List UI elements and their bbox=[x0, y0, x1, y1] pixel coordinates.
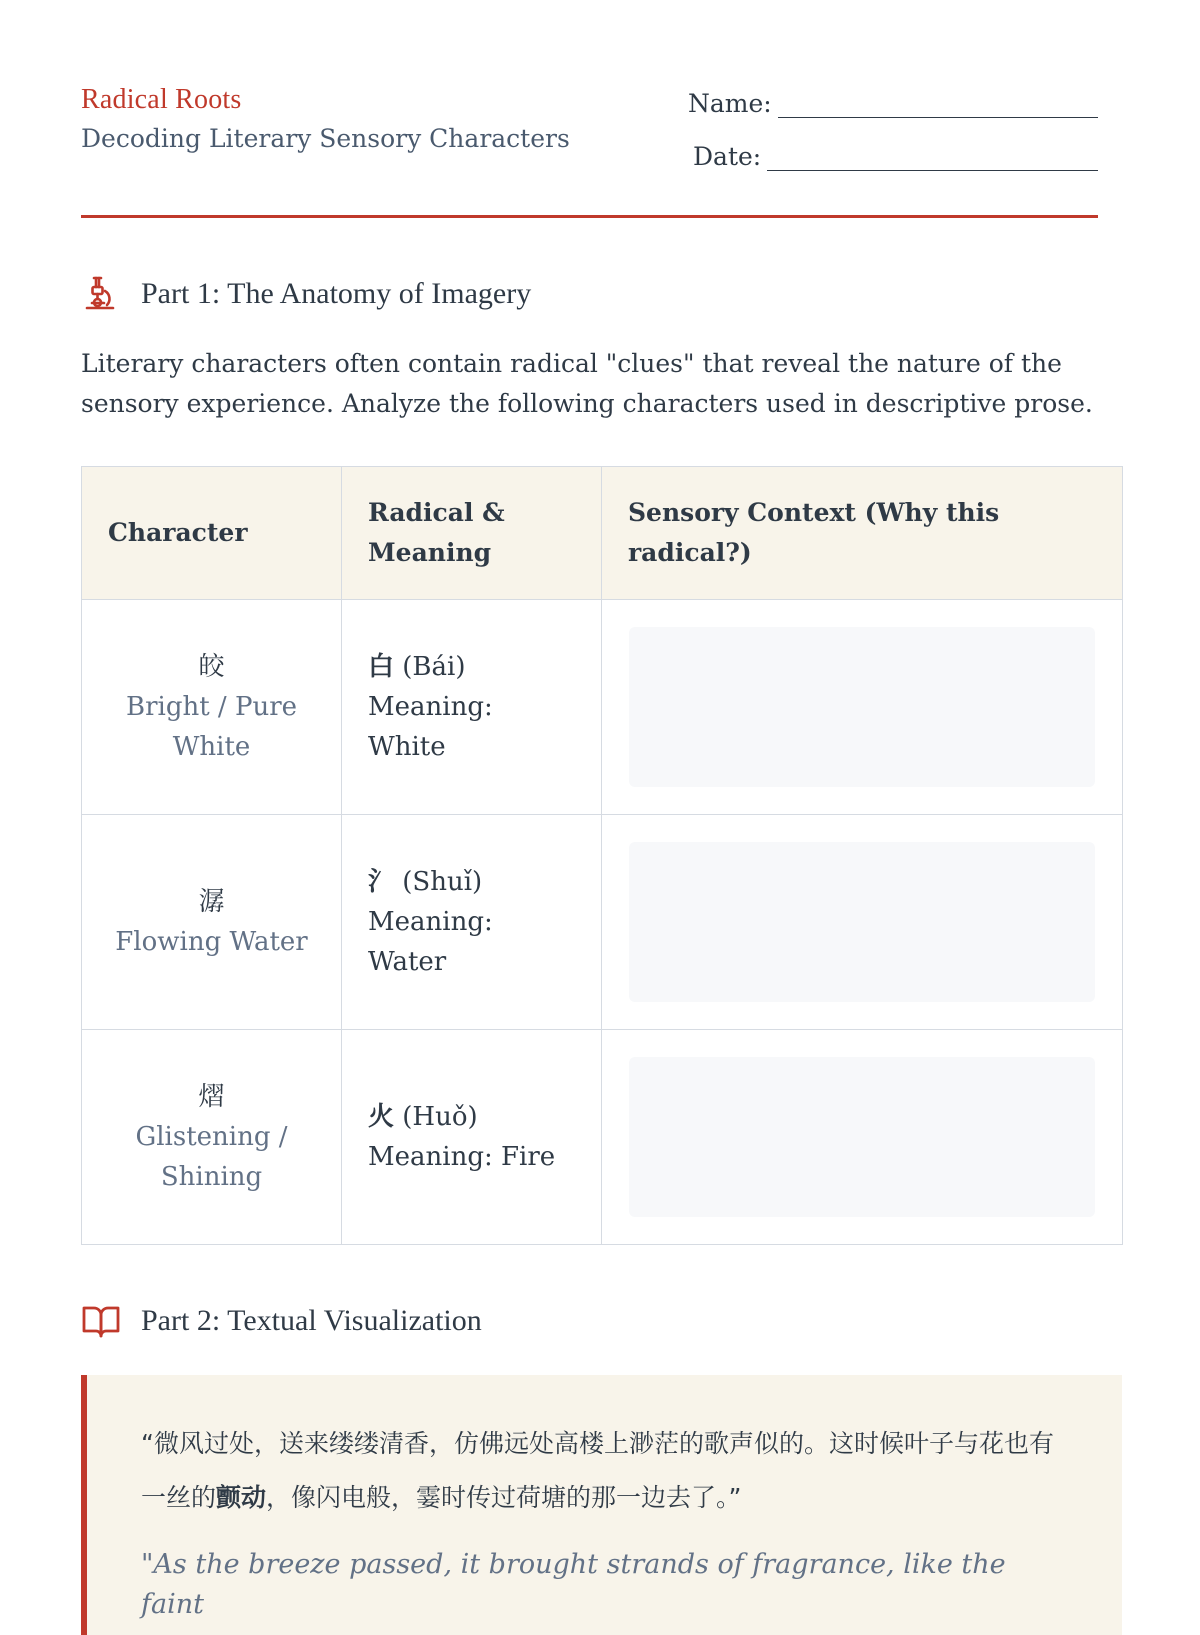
character-cell bbox=[82, 815, 342, 1030]
character-gloss: Glistening / Shining bbox=[135, 1122, 288, 1192]
quote-english: "As the breeze passed, it brought strands of fragrance, like the faint bbox=[141, 1549, 1006, 1620]
radical-meaning: Meaning: White bbox=[368, 692, 493, 762]
radical-glyph: 白 bbox=[368, 652, 395, 682]
column-header-radical: Radical & Meaning bbox=[342, 467, 602, 600]
part2-title: Part 2: Textual Visualization bbox=[141, 1304, 482, 1337]
radical-pinyin: (Shuǐ) bbox=[402, 867, 483, 897]
character-gloss: Flowing Water bbox=[115, 927, 308, 957]
table-row bbox=[82, 815, 1123, 1030]
radical-meaning: Meaning: Water bbox=[368, 907, 493, 977]
name-line bbox=[688, 82, 1098, 118]
column-header-character: Character bbox=[82, 467, 342, 600]
brand-title: Radical Roots bbox=[81, 84, 242, 115]
context-cell bbox=[602, 600, 1123, 815]
name-label: Name: bbox=[688, 89, 772, 118]
radical-cell bbox=[342, 600, 602, 815]
microscope-icon bbox=[81, 274, 121, 314]
radical-glyph: 氵 bbox=[368, 867, 395, 897]
name-field[interactable] bbox=[778, 95, 1098, 118]
character-glyph: 皎 bbox=[198, 652, 225, 682]
column-header-context: Sensory Context (Why this radical?) bbox=[602, 467, 1123, 600]
quote-highlight: 颤动 bbox=[216, 1483, 267, 1512]
character-glyph: 潺 bbox=[198, 887, 225, 917]
radical-cell bbox=[342, 1030, 602, 1245]
student-info bbox=[688, 82, 1098, 188]
worksheet-header bbox=[81, 0, 1098, 218]
quote-zh-part: ，像闪电般，霎时传过荷塘的那一边去了。” bbox=[266, 1483, 742, 1512]
open-book-icon bbox=[81, 1301, 121, 1341]
context-cell bbox=[602, 1030, 1123, 1245]
radical-glyph: 火 bbox=[368, 1102, 395, 1132]
literary-quote-block bbox=[81, 1375, 1122, 1635]
quote-zh-part: “微风过处，送来缕缕清香，仿佛远处高楼上渺茫的歌声似的。这时候叶子与花也有一丝的 bbox=[141, 1429, 1054, 1512]
worksheet-subtitle: Decoding Literary Sensory Characters bbox=[81, 124, 570, 153]
character-gloss: Bright / Pure White bbox=[125, 692, 298, 762]
radical-meaning: Meaning: Fire bbox=[368, 1142, 556, 1172]
radical-line bbox=[368, 647, 575, 687]
part1-heading bbox=[81, 272, 1098, 316]
quote-chinese bbox=[141, 1417, 1066, 1525]
character-analysis-table bbox=[81, 466, 1123, 1245]
context-answer-box[interactable] bbox=[629, 1057, 1095, 1217]
date-field[interactable] bbox=[767, 148, 1098, 171]
table-row bbox=[82, 600, 1123, 815]
radical-line bbox=[368, 862, 575, 902]
part1-intro: Literary characters often contain radical "clues" that reveal the nature of the sensory experience. Analyze the following characters used in descriptive prose. bbox=[81, 349, 1093, 418]
part2-heading bbox=[81, 1299, 1098, 1343]
table-row bbox=[82, 1030, 1123, 1245]
part1-title: Part 1: The Anatomy of Imagery bbox=[141, 277, 532, 310]
radical-pinyin: (Bái) bbox=[402, 652, 466, 682]
table-header-row bbox=[82, 467, 1123, 600]
context-cell bbox=[602, 815, 1123, 1030]
radical-pinyin: (Huǒ) bbox=[402, 1102, 478, 1132]
date-label: Date: bbox=[693, 142, 762, 171]
context-answer-box[interactable] bbox=[629, 627, 1095, 787]
radical-cell bbox=[342, 815, 602, 1030]
date-line bbox=[688, 135, 1098, 171]
radical-line bbox=[368, 1097, 575, 1137]
character-cell bbox=[82, 600, 342, 815]
character-cell bbox=[82, 1030, 342, 1245]
character-glyph: 熠 bbox=[198, 1082, 225, 1112]
context-answer-box[interactable] bbox=[629, 842, 1095, 1002]
